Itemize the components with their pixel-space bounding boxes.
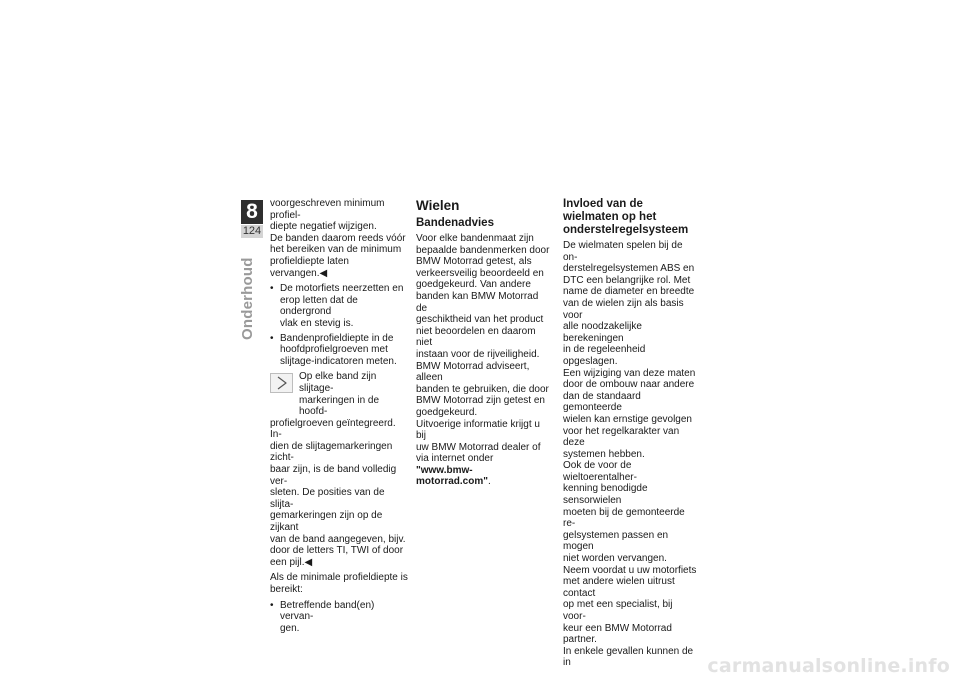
text-line: Ook de voor de wieltoerentalher- [563, 460, 637, 483]
text-line: markeringen in de hoofd- [299, 394, 380, 418]
text-line: Als de minimale profieldiepte is [270, 572, 408, 584]
column-2 [416, 198, 550, 492]
note-triangle-icon [270, 373, 293, 393]
bullet-marker: • [270, 599, 274, 611]
text-line: gemarkeringen zijn op de zijkant [270, 510, 383, 534]
section-title: Wielen [416, 198, 460, 213]
text-line: Betreffende band(en) vervan- [280, 599, 375, 623]
body-paragraph [416, 233, 550, 488]
link-suffix: . [487, 476, 491, 488]
text-line: name de diameter en breedte [563, 286, 695, 298]
text-line: op met een specialist, bij voor- [563, 599, 673, 622]
text-line: geschiktheid van het product [416, 314, 544, 326]
text-line: profieldiepte laten vervangen.◀ [270, 255, 349, 279]
text-line: niet worden vervangen. [563, 553, 667, 565]
text-line: gelsystemen passen en mogen [563, 529, 669, 553]
text-line: derstelregelsystemen ABS en [563, 263, 695, 275]
text-line: instaan voor de rijveiligheid. [416, 348, 540, 360]
text-line: slijtage-indicatoren meten. [280, 355, 397, 367]
text-line: voorgeschreven minimum profiel- [270, 198, 385, 221]
text-line: van de band aangegeven, bijv. [270, 533, 406, 545]
text-line: bepaalde bandenmerken door [416, 244, 550, 256]
title-line: Invloed van de [563, 198, 643, 210]
intro-paragraph [270, 198, 408, 279]
list-item [270, 283, 408, 329]
text-line: dan de standaard gemonteerde [563, 390, 641, 414]
text-line: voor het regelkarakter van deze [563, 425, 680, 449]
text-line: De banden daarom reeds vóór [270, 232, 406, 244]
title-line: onderstelregelsysteem [563, 224, 689, 236]
text-line: BMW Motorrad adviseert, alleen [416, 360, 530, 384]
subsection-title: Bandenadvies [416, 217, 494, 229]
text-line: Een wijziging van deze maten [563, 367, 696, 379]
text-line: gen. [280, 622, 300, 634]
text-line: van de wielen zijn als basis voor [563, 297, 684, 321]
text-line: Neem voordat u uw motorfiets [563, 564, 697, 576]
text-line: In enkele gevallen kunnen de in [563, 645, 694, 669]
subsection-title [563, 198, 697, 237]
text-line: hoofdprofielgroeven met [280, 344, 388, 356]
text-line: niet beoordelen en daarom niet [416, 325, 536, 349]
text-line: door de letters TI, TWI of door [270, 545, 404, 557]
text-line: Bandenprofieldiepte in de [280, 332, 394, 344]
text-line: bereikt: [270, 584, 303, 595]
text-line: moeten bij de gemonteerde re- [563, 506, 685, 530]
text-line: Uitvoerige informatie krijgt u bij [416, 418, 540, 442]
text-line [416, 453, 550, 476]
text-line: Voor elke bandenmaat zijn [416, 233, 534, 244]
bullet-marker: • [270, 283, 274, 295]
watermark: carmanualsonline.info [707, 655, 950, 677]
text-line: banden kan BMW Motorrad de [416, 290, 539, 314]
page-number: 124 [242, 225, 262, 237]
title-line: wielmaten op het [563, 211, 657, 223]
text-line: erop letten dat de ondergrond [280, 294, 358, 318]
text-line: goedgekeurd. [416, 406, 478, 418]
website-link[interactable]: motorrad.com" [416, 476, 488, 488]
text-line: BMW Motorrad getest, als [416, 256, 532, 268]
text-line: banden te gebruiken, die door [416, 383, 549, 395]
step-list [270, 600, 408, 635]
text-line: met andere wielen uitrust contact [563, 576, 675, 599]
bullet-marker: • [270, 332, 274, 344]
text-line: vlak en stevig is. [280, 317, 354, 329]
text-line: De motorfiets neerzetten en [280, 283, 404, 295]
column-3 [563, 198, 697, 673]
list-item [270, 600, 408, 635]
text-line: systemen hebben. [563, 448, 645, 460]
text-line: dien de slijtagemarkeringen zicht- [270, 440, 393, 464]
text-line [416, 476, 550, 488]
text-line: baar zijn, is de band volledig ver- [270, 464, 397, 487]
text-line: BMW Motorrad zijn getest en [416, 395, 545, 407]
column-1 [270, 198, 408, 638]
note-block [270, 371, 408, 568]
text-line: De wielmaten spelen bij de on- [563, 240, 683, 263]
text-line: sleten. De posities van de slijta- [270, 487, 385, 510]
text-line: kenning benodigde sensorwielen [563, 483, 648, 507]
chapter-side-title: Onderhoud [239, 257, 256, 340]
text-line: keur een BMW Motorrad partner. [563, 622, 672, 646]
text-line: het bereiken van de minimum [270, 244, 402, 256]
chapter-number-badge: 8 [241, 200, 263, 224]
website-link[interactable]: "www.bmw- [416, 464, 473, 476]
text-line: alle noodzakelijke berekeningen [563, 321, 642, 344]
body-paragraph [563, 240, 697, 669]
text-line: DTC een belangrijke rol. Met [563, 274, 691, 286]
text-line: door de ombouw naar andere [563, 379, 695, 391]
step-list [270, 283, 408, 367]
text-line: goedgekeurd. Van andere [416, 279, 531, 291]
text-line: uw BMW Motorrad dealer of [416, 441, 541, 453]
text-line: wielen kan ernstige gevolgen [563, 413, 692, 425]
text-line: in de regeleenheid opgeslagen. [563, 344, 646, 367]
text-line: diepte negatief wijzigen. [270, 221, 377, 233]
text-line: verkeersveilig beoordeeld en [416, 267, 544, 279]
condition-paragraph [270, 572, 408, 595]
text-line: Op elke band zijn slijtage- [299, 371, 377, 394]
list-item [270, 333, 408, 368]
text-line: een pijl.◀ [270, 556, 313, 568]
text-line: profielgroeven geïntegreerd. In- [270, 417, 396, 441]
link-prefix: via internet onder [416, 453, 494, 465]
